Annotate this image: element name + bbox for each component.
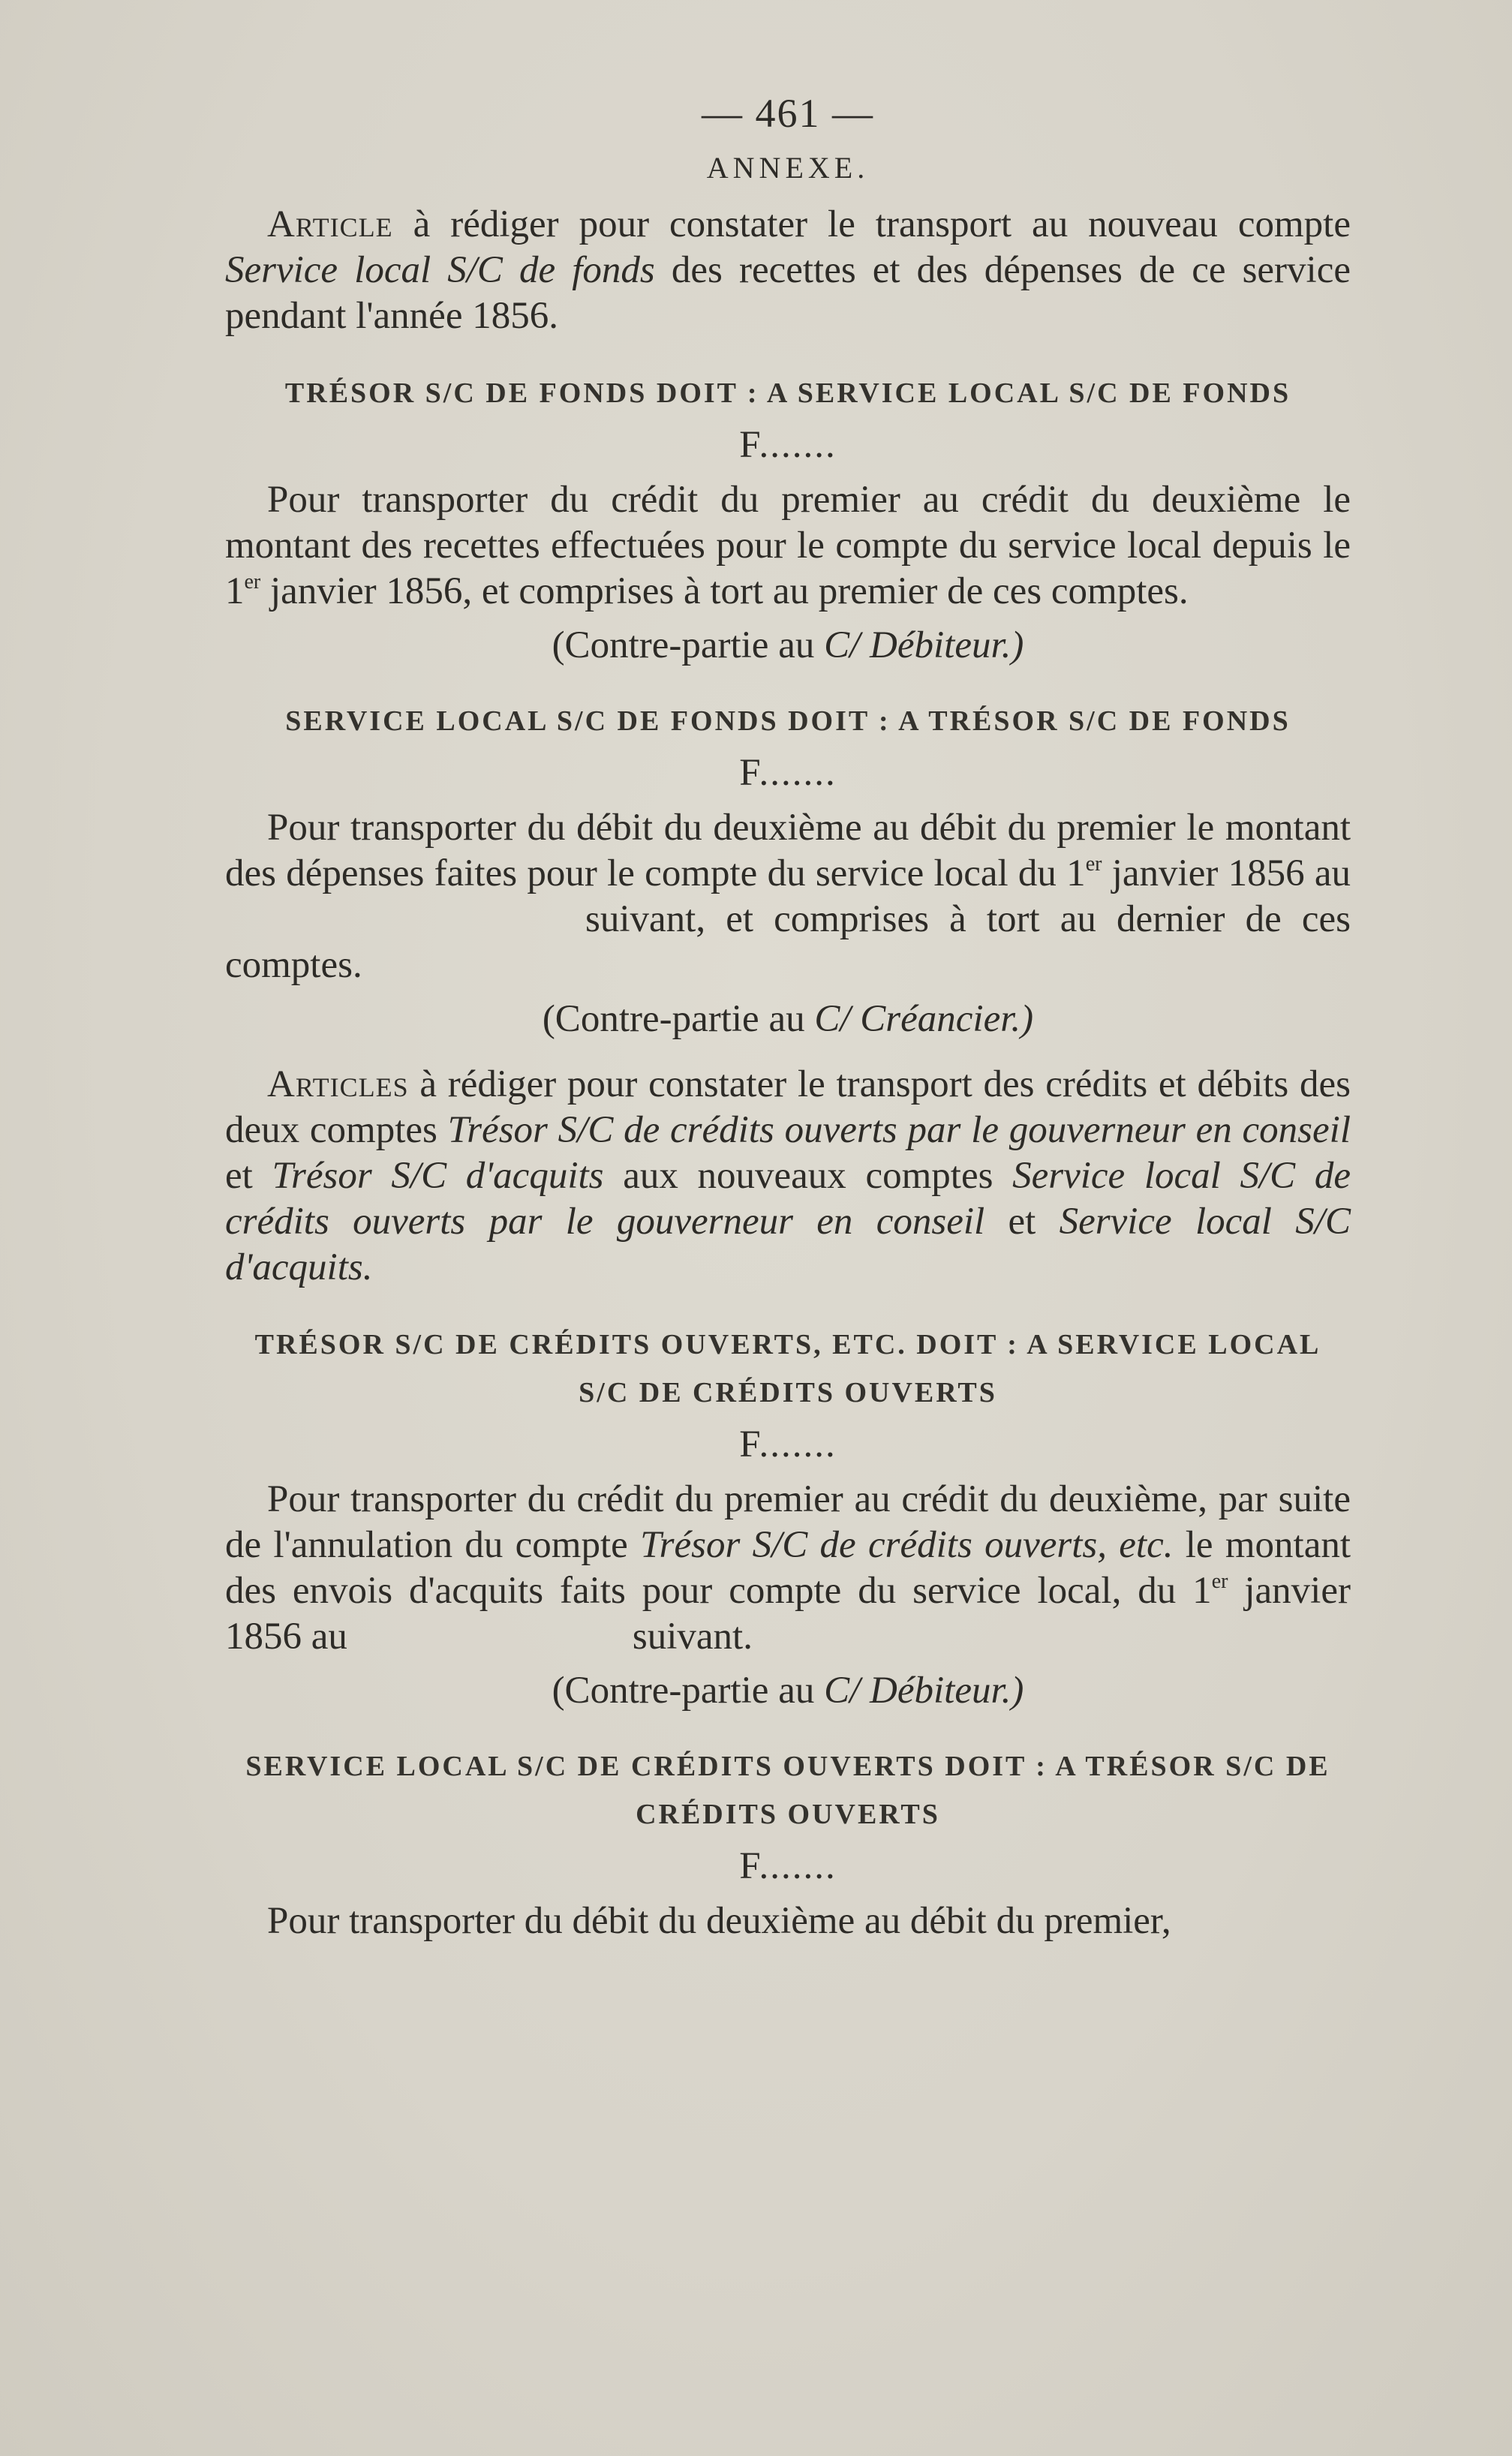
entry-heading-3a: TRÉSOR S/C DE CRÉDITS OUVERTS, ETC. DOIT : A SERVICE LOCAL [254,1329,1321,1360]
entry-heading-1: TRÉSOR S/C DE FONDS DOIT : A SERVICE LOCAL S/C DE FONDS [284,377,1291,409]
lead-word: Article [267,203,393,245]
counterpart-2: (Contre-partie au C/ Créancier.) [542,998,1034,1040]
amount-line-4: F....... [739,1845,837,1887]
paragraph-article-intro: Article à rédiger pour constater le transport au nouveau compte Service local S/C de fonds des recettes et des dépenses de ce service pendant l'année 1856. [225,203,1351,337]
counterpart-3: (Contre-partie au C/ Débiteur.) [552,1670,1024,1712]
entry-heading-4a: SERVICE LOCAL S/C DE CRÉDITS OUVERTS DOIT : A TRÉSOR S/C DE [245,1751,1330,1782]
paragraph-articles-intro: Articles à rédiger pour constater le transport des crédits et débits des deux comptes Trésor S/C de crédits ouverts par le gouverneur en conseil et Trésor S/C d'acquits aux nouveaux comptes Service local S/C de crédits ouverts par le gouverneur en conseil et Service local S/C d'acquits. [225,1063,1351,1288]
entry-heading-2: SERVICE LOCAL S/C DE FONDS DOIT : A TRÉSOR S/C DE FONDS [285,705,1291,737]
entry-heading-4b: CRÉDITS OUVERTS [636,1799,940,1830]
amount-line-1: F....... [739,424,837,466]
section-title: ANNEXE. [706,151,870,185]
entry-heading-3b: S/C DE CRÉDITS OUVERTS [579,1377,997,1408]
text-column [225,90,1351,1944]
amount-line-3: F....... [739,1423,837,1465]
paragraph-entry-2: Pour transporter du débit du deuxième au débit du premier le montant des dépenses faites pour le compte du service local du 1er janvier 1856 ausuivant, et comprises à tort au dernier de ces comptes. [225,807,1351,986]
paragraph-entry-4: Pour transporter du débit du deuxième au débit du premier, [267,1900,1171,1942]
page-number: — 461 — [702,91,874,136]
paragraph-entry-3: Pour transporter du crédit du premier au crédit du deuxième, par suite de l'annulation du compte Trésor S/C de crédits ouverts, etc. le montant des envois d'acquits faits pour compte du service local, du 1er janvier 1856 au suivant. [225,1478,1351,1658]
counterpart-1: (Contre-partie au C/ Débiteur.) [552,624,1024,666]
paragraph-entry-1: Pour transporter du crédit du premier au crédit du deuxième le montant des recettes effectuées pour le compte du service local depuis le 1er janvier 1856, et comprises à tort au premier de ces comptes. [225,479,1351,612]
amount-line-2: F....... [739,752,837,794]
